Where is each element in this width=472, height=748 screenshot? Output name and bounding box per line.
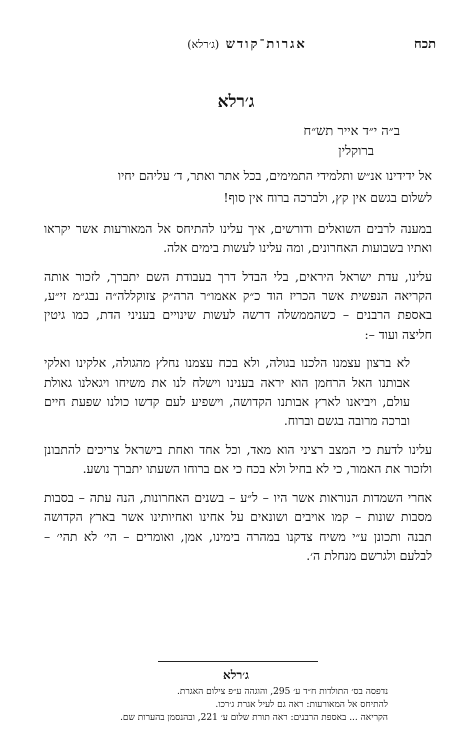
running-header — [58, 36, 436, 56]
footnote-divider — [158, 661, 318, 662]
quoted-passage: לא ברצון עצמנו הלכנו בגולה, ולא בכח עצמנו נחלץ מהגולה, אלקינו ואלקי אבותנו האל הרחמן הוא יראה בענינו וישלח לנו את משיחו ויגאלנו גאולת עולם, ויביאנו לארץ אבותנו הקדושה, וישפיע לעם קדשו כולנו שפעת חיים וברכה מרובה בגשם וברוח. — [44, 355, 410, 429]
body-paragraph: עלינו, עדת ישראל היראים, בלי הבדל דרך בעבודת השם יתברך, לזכור אותה הקריאה הנפשית אשר הכריז הוד כ״ק אאמו״ר הרה״ק צזוקללה״ה נבג״מ זי״ע, באספת הרבנים – כשהממשלה דרשה לעשות שינויים בעניני הדת, כמו גיטין חליצה ועוד –: — [44, 268, 432, 342]
book-title — [58, 36, 436, 52]
greeting-line: לשלום בגשם אין קץ, ולברכה ברוח אין סוף! — [223, 190, 432, 206]
letter-number: ג׳רלא — [217, 92, 255, 112]
footnote-line: נדפסה בס׳ התולדות ח״ד ע׳ 295, והוגהה ע״פ צילום האגרת. — [176, 687, 388, 697]
book-volume: (ג׳רלא) — [187, 38, 220, 51]
footnotes — [80, 686, 388, 725]
date-line: ב״ה י״ד אייר תש״ח — [303, 124, 400, 139]
footnote-heading: ג׳רלא — [223, 668, 249, 682]
book-title-text: אגרות־קודש — [225, 37, 307, 52]
letter-body — [44, 166, 432, 574]
place-line: ברוקלין — [338, 144, 374, 159]
body-paragraph: במענה לרבים השואלים ודורשים, איך עלינו להתיחס אל המאורעות אשר יקראו ואתיו בשבועות האחרונים, ומה עלינו לעשות בימים אלה. — [44, 220, 432, 256]
address-line: אל ידידינו אנ״ש ותלמידי התמימים, בכל אתר ואתר, ד׳ עליהם יחיו — [117, 168, 432, 183]
footnote-line: הקריאה ... באספת הרבנים: ראה תורת שלום ע׳ 221, ובהנסמן בהערות שם. — [120, 713, 388, 723]
date-block — [304, 122, 400, 162]
footnote-line: להתיחס אל המאורעות: ראה גם לעיל אגרת ג׳רכו. — [215, 700, 388, 710]
page-number: תכח — [414, 37, 436, 52]
body-paragraph: עלינו לדעת כי המצב רציני הוא מאד, וכל אחד ואחת בישראל צריכים להתבונן ולזכור את האמור, כי לא בחיל ולא בכח כי אם ברוחו השעתו יתברך נושע. — [44, 441, 432, 477]
body-paragraph: אחרי השמדות הנוראות אשר היו – ל״ע – בשנים האחרונות, הנה עתה – בסבות מסבות שונות – קמו אויבים ושונאים על אחינו ואחיותינו אשר בארץ הקדושה תבנה ותכונן ע״י משיח צדקנו במהרה בימינו, אמן, ואומרים – הי׳ לא תהי׳ – לבלעם ולגרשם מנחלת ה׳. — [44, 489, 432, 563]
